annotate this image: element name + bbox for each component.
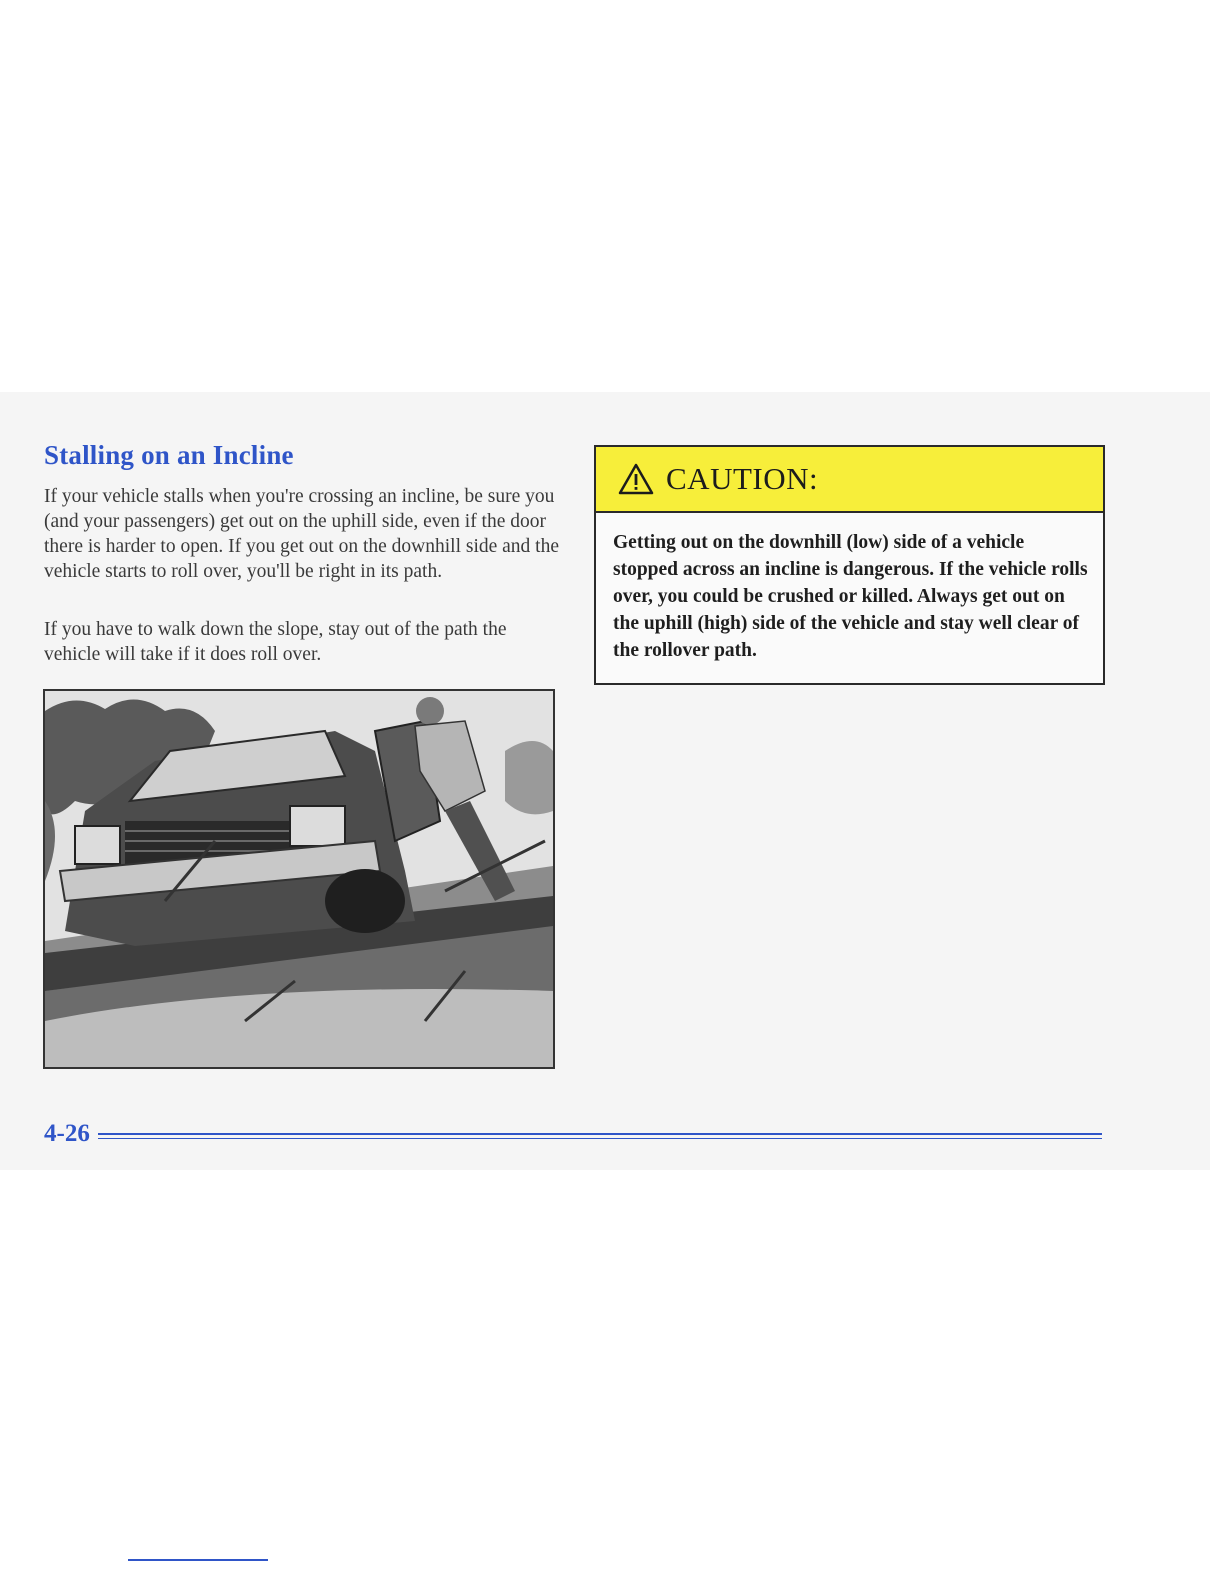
footer-divider xyxy=(128,1559,268,1561)
body-paragraph-2: If you have to walk down the slope, stay out of the path the vehicle will take if it does roll over. xyxy=(44,619,507,665)
footer-rule-thin xyxy=(98,1138,1102,1139)
page-number: 4-26 xyxy=(44,1120,90,1147)
warning-triangle-icon xyxy=(618,463,654,495)
footer-rule xyxy=(98,1133,1102,1135)
caution-text: Getting out on the downhill (low) side of a vehicle stopped across an incline is dangerous. If the vehicle rolls over, you could be crushed or killed. Always get out on the uphill (high) side of the vehicle and stay well clear of the rollover path. xyxy=(613,532,1088,661)
caution-box xyxy=(594,445,1105,685)
vehicle-illustration xyxy=(43,689,555,1069)
section-title: Stalling on an Incline xyxy=(44,440,294,470)
caution-label: CAUTION: xyxy=(666,461,819,496)
body-paragraph-1: If your vehicle stalls when you're crossing an incline, be sure you (and your passengers) get out on the uphill side, even if the door there is harder to open. If you get out on the downhill side and the vehicle starts to roll over, you'll be right in its path. xyxy=(44,486,559,582)
caution-header xyxy=(596,447,1103,513)
